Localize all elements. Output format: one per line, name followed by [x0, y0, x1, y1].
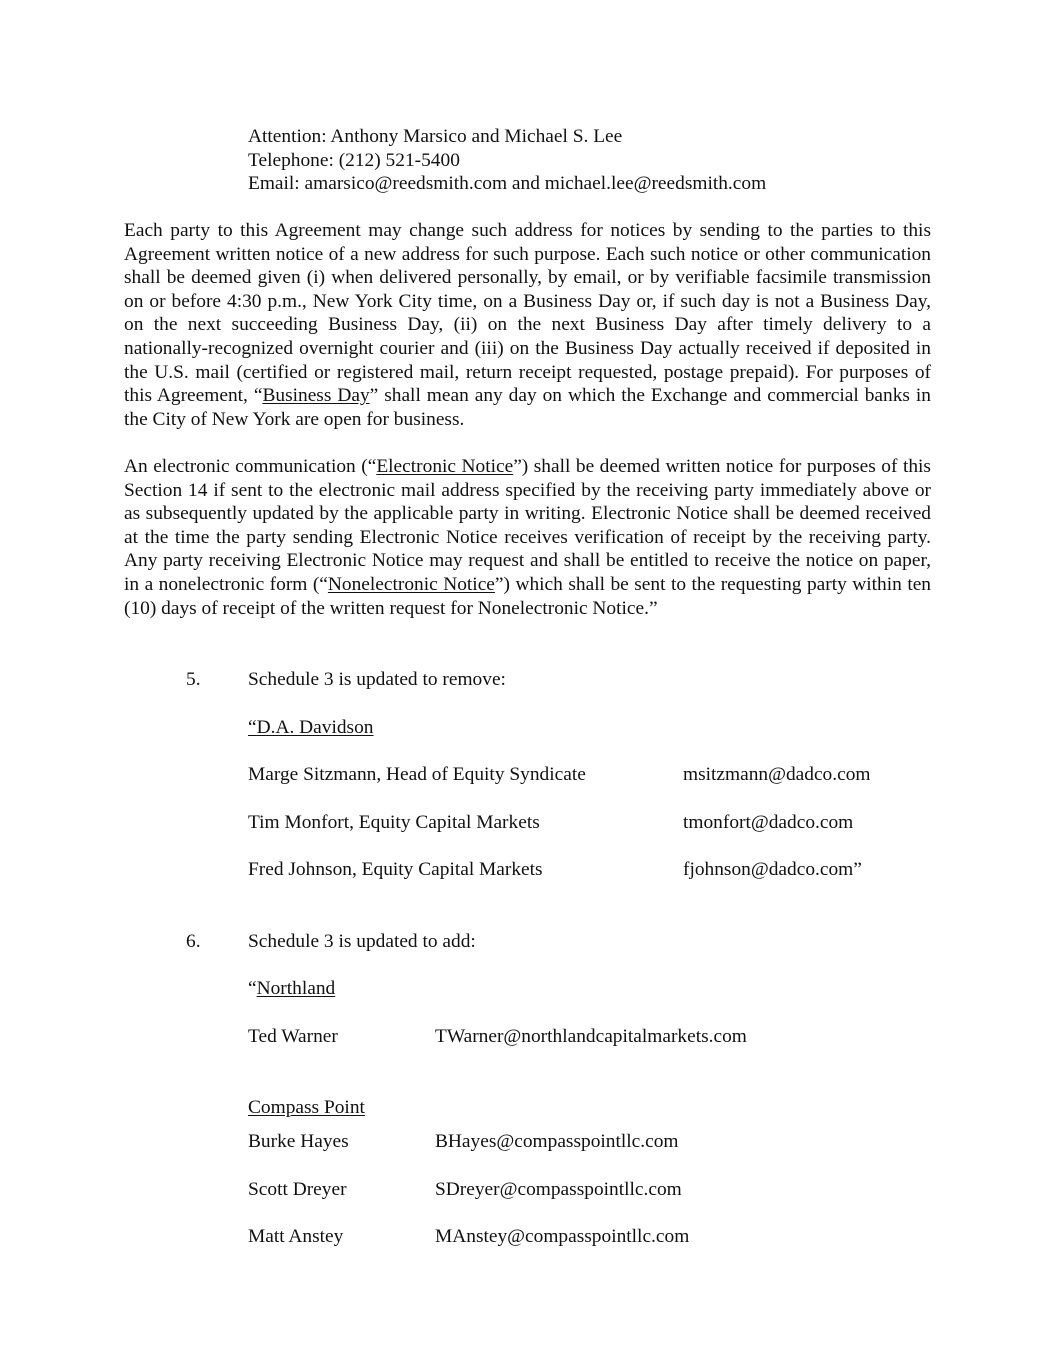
telephone-line: Telephone: (212) 521-5400	[248, 150, 460, 171]
item-text: Schedule 3 is updated to add:	[248, 931, 476, 952]
defined-term-electronic-notice: Electronic Notice	[376, 456, 514, 477]
contact-name: Fred Johnson, Equity Capital Markets	[248, 859, 543, 880]
item-text: Schedule 3 is updated to remove:	[248, 669, 506, 690]
contact-name: Tim Monfort, Equity Capital Markets	[248, 812, 540, 833]
contact-name: Scott Dreyer	[248, 1179, 347, 1200]
paragraph-text: An electronic communication (“	[124, 456, 377, 477]
contact-name: Ted Warner	[248, 1026, 338, 1047]
paragraph-text: Each party to this Agreement may change such address for notices by sending to the parties to this Agreement written notice of a new address for such purpose. Each such notice or other communication shall be deemed given (i) when delivered personally, by email, or by verifiable facsimile transmission on or before 4:30 p.m., New York City time, on a Business Day or, if such day is not a Business Day, on the next succeeding Business Day, (ii) on the next Business Day after timely delivery to a nationally-recognized overnight courier and (iii) on the Business Day actually received if deposited in the U.S. mail (certified or registered mail, return receipt requested, postage prepaid). For purposes of this Agreement, “	[124, 220, 931, 407]
contact-email: fjohnson@dadco.com”	[683, 859, 862, 880]
contact-email: SDreyer@compasspointllc.com	[435, 1179, 682, 1200]
contact-email: TWarner@northlandcapitalmarkets.com	[435, 1026, 747, 1047]
paragraph-text: ”) which shall be sent to the requesting party within ten (10) days of receipt of the written request for Nonelectronic Notice.”	[124, 573, 932, 619]
contact-email: tmonfort@dadco.com	[683, 812, 854, 833]
contact-email: msitzmann@dadco.com	[683, 764, 871, 785]
contact-email: BHayes@compasspointllc.com	[435, 1131, 679, 1152]
paragraph-text: ” shall mean any day on which the Exchange and commercial banks in the City of New York are open for business.	[124, 385, 931, 430]
contact-name: Burke Hayes	[248, 1131, 349, 1152]
electronic-notice-paragraph	[124, 455, 931, 620]
firm-heading-compass-point: Compass Point	[248, 1097, 365, 1118]
firm-heading-northland: “Northland	[248, 978, 336, 999]
defined-term-business-day: Business Day	[262, 385, 370, 407]
email-line: Email: amarsico@reedsmith.com and michael.lee@reedsmith.com	[248, 173, 767, 194]
item-number: 5.	[186, 669, 201, 690]
firm-heading-da-davidson: “D.A. Davidson	[248, 717, 374, 738]
paragraph-text: ”) shall be deemed written notice for purposes of this Section 14 if sent to the electronic mail address specified by the receiving party immediately above or as subsequently updated by the applicable party in writing. Electronic Notice shall be deemed received at the time the party sending Electronic Notice receives verification of receipt by the receiving party. Any party receiving Electronic Notice may request and shall be entitled to receive the notice on paper, in a nonelectronic form (“	[124, 456, 931, 595]
contact-name: Marge Sitzmann, Head of Equity Syndicate	[248, 764, 586, 785]
defined-term-nonelectronic-notice: Nonelectronic Notice	[327, 573, 495, 595]
notice-address-paragraph	[124, 219, 931, 431]
contact-name: Matt Anstey	[248, 1226, 344, 1247]
contact-email: MAnstey@compasspointllc.com	[435, 1226, 690, 1247]
item-number: 6.	[186, 931, 201, 952]
attention-line: Attention: Anthony Marsico and Michael S. Lee	[248, 126, 623, 147]
